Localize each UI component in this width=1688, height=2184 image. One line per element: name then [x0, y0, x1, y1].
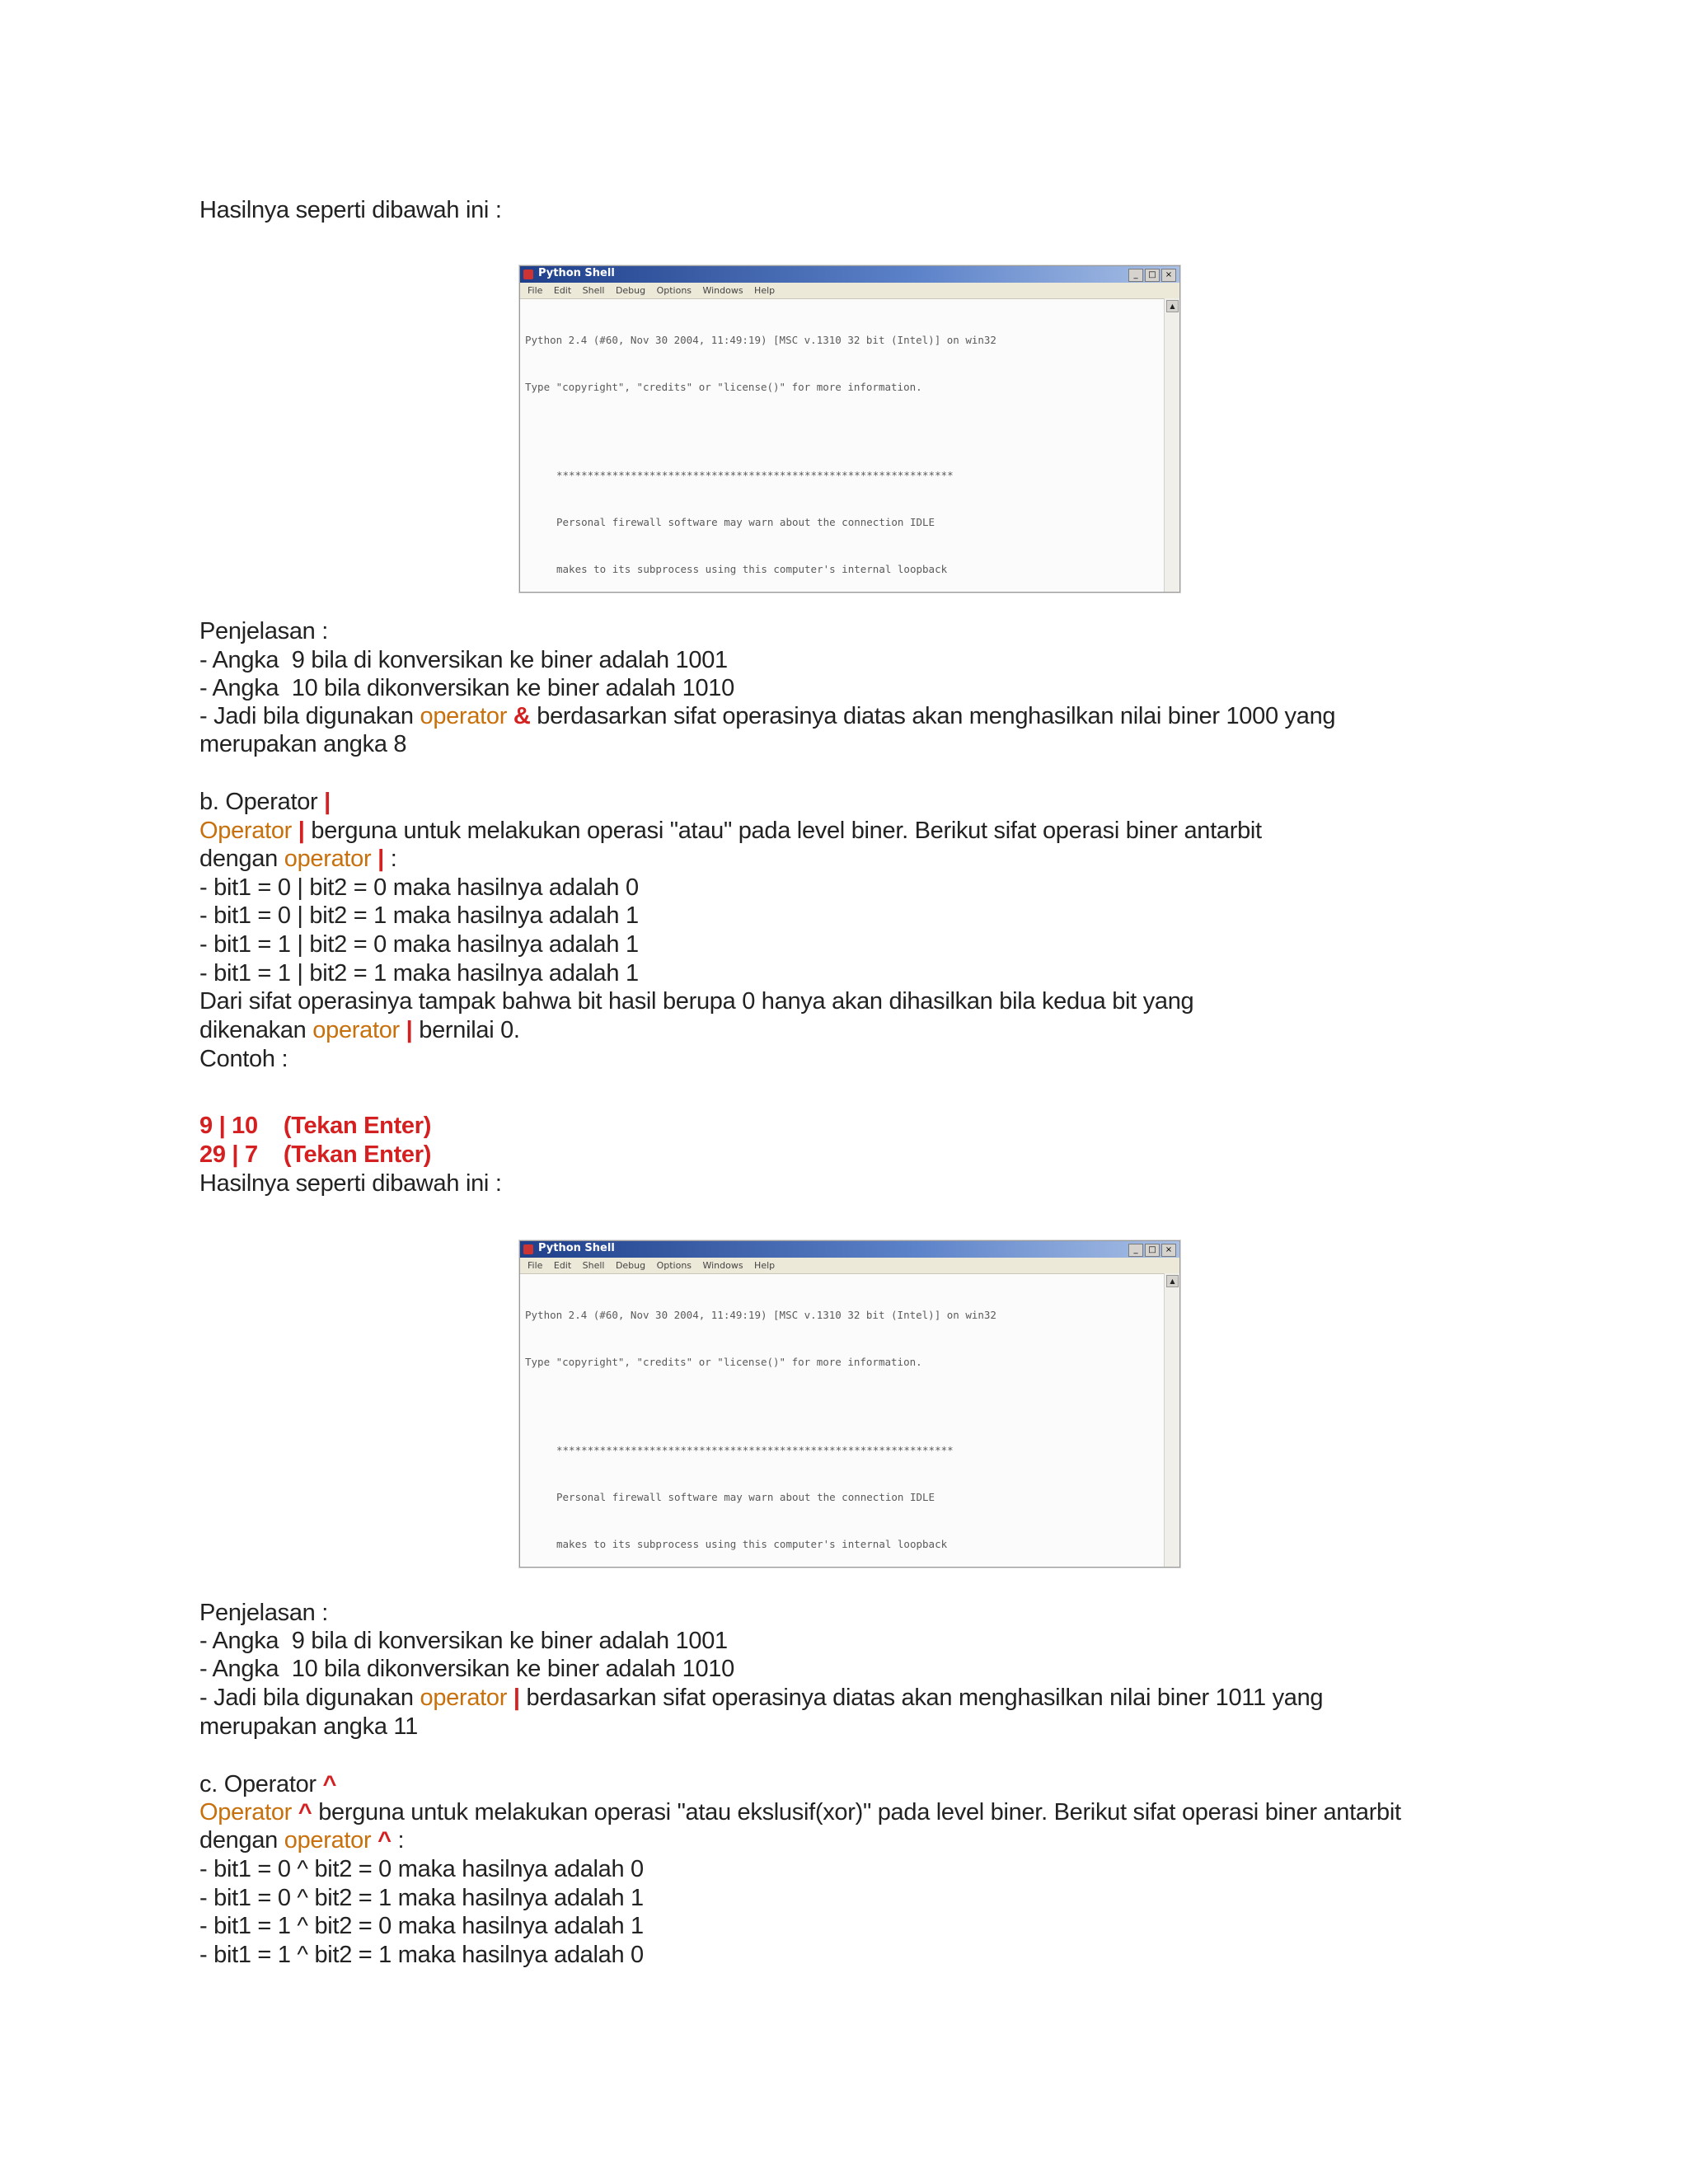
truth-rule: - bit1 = 0 ^ bit2 = 1 maka hasilnya adalah 1 — [199, 1885, 644, 1911]
shell-header-line: Type "copyright", "credits" or "license()" for more information. — [525, 1356, 922, 1368]
firewall-line: Personal firewall software may warn about the connection IDLE — [556, 516, 935, 528]
explanation-line: - Angka 10 bila dikonversikan ke biner adalah 1010 — [199, 1656, 734, 1682]
menu-debug[interactable]: Debug — [615, 285, 646, 296]
menu-windows[interactable]: Windows — [702, 1260, 743, 1271]
shell-scrollbar[interactable] — [1164, 1273, 1179, 1567]
shell-menubar — [520, 283, 1179, 299]
python-icon — [523, 1244, 533, 1254]
firewall-line: makes to its subprocess using this computer's internal loopback — [556, 1538, 948, 1550]
example-command: 29 | 7 (Tekan Enter) — [199, 1141, 432, 1168]
firewall-line: Personal firewall software may warn about the connection IDLE — [556, 1491, 935, 1503]
close-icon[interactable]: × — [1161, 269, 1176, 282]
scroll-up-icon[interactable]: ▲ — [1166, 300, 1179, 312]
scroll-up-icon[interactable]: ▲ — [1166, 1275, 1179, 1287]
intro-result-text: Hasilnya seperti dibawah ini : — [199, 197, 502, 223]
maximize-icon[interactable]: □ — [1145, 1244, 1160, 1257]
operator-keyword: Operator — [199, 818, 293, 844]
example-label: Contoh : — [199, 1046, 288, 1072]
explanation-line: - Angka 9 bila di konversikan ke biner adalah 1001 — [199, 647, 728, 673]
truth-rule: - bit1 = 1 ^ bit2 = 0 maka hasilnya adalah 1 — [199, 1913, 644, 1939]
firewall-line: makes to its subprocess using this computer's internal loopback — [556, 563, 948, 575]
explanation-line: - Jadi bila digunakan operator & berdasarkan sifat operasinya diatas akan menghasilkan nilai biner 1000 yang — [199, 703, 1336, 729]
truth-rule: - bit1 = 1 ^ bit2 = 1 maka hasilnya adalah 0 — [199, 1942, 644, 1968]
truth-rule: - bit1 = 0 | bit2 = 1 maka hasilnya adalah 1 — [199, 902, 639, 929]
firewall-stars: **************************************************************** — [556, 469, 954, 481]
minimize-icon[interactable]: _ — [1128, 269, 1143, 282]
firewall-stars: **************************************************************** — [556, 1444, 954, 1456]
operator-symbol: & — [507, 703, 531, 729]
section-b-description: Dari sifat operasinya tampak bahwa bit hasil berupa 0 hanya akan dihasilkan bila kedua bit yang — [199, 988, 1194, 1015]
menu-debug[interactable]: Debug — [615, 1260, 646, 1271]
shell-menubar — [520, 1258, 1179, 1274]
menu-help[interactable]: Help — [754, 1260, 776, 1271]
menu-options[interactable]: Options — [656, 285, 692, 296]
operator-keyword: operator — [284, 1827, 372, 1854]
operator-keyword: operator — [312, 1017, 400, 1043]
menu-file[interactable]: File — [528, 285, 543, 296]
explanation-line: merupakan angka 11 — [199, 1713, 418, 1740]
section-b-heading: b. Operator | — [199, 789, 331, 815]
shell-titlebar — [520, 266, 1179, 283]
menu-edit[interactable]: Edit — [553, 285, 572, 296]
shell-console[interactable] — [525, 1276, 1161, 1563]
shell-header-line: Python 2.4 (#60, Nov 30 2004, 11:49:19) [MSC v.1310 32 bit (Intel)] on win32 — [525, 1309, 996, 1321]
menu-edit[interactable]: Edit — [553, 1260, 572, 1271]
operator-symbol: ^ — [322, 1771, 337, 1797]
maximize-icon[interactable]: □ — [1145, 269, 1160, 282]
shell-console[interactable] — [525, 301, 1161, 588]
section-b-paragraph: dengan operator | : — [199, 846, 397, 872]
menu-help[interactable]: Help — [754, 285, 776, 296]
operator-keyword: operator — [420, 703, 508, 729]
section-c-heading: c. Operator ^ — [199, 1771, 337, 1797]
explanation-line: - Jadi bila digunakan operator | berdasarkan sifat operasinya diatas akan menghasilkan nilai biner 1011 yang — [199, 1685, 1324, 1711]
operator-symbol: | — [324, 789, 331, 815]
example-result-text: Hasilnya seperti dibawah ini : — [199, 1170, 502, 1197]
shell-title: Python Shell — [538, 267, 615, 279]
close-icon[interactable]: × — [1161, 1244, 1176, 1257]
operator-keyword: operator — [420, 1685, 508, 1711]
shell-titlebar — [520, 1241, 1179, 1258]
explanation-line: merupakan angka 8 — [199, 731, 407, 757]
explanation-line: - Angka 10 bila dikonversikan ke biner adalah 1010 — [199, 675, 734, 701]
truth-rule: - bit1 = 1 | bit2 = 0 maka hasilnya adalah 1 — [199, 931, 639, 958]
minimize-icon[interactable]: _ — [1128, 1244, 1143, 1257]
python-icon — [523, 269, 533, 279]
operator-symbol: | — [507, 1685, 520, 1711]
menu-shell[interactable]: Shell — [582, 285, 605, 296]
python-shell-screenshot-2 — [519, 1240, 1180, 1568]
menu-options[interactable]: Options — [656, 1260, 692, 1271]
menu-windows[interactable]: Windows — [702, 285, 743, 296]
shell-title: Python Shell — [538, 1242, 615, 1254]
section-c-paragraph: Operator ^ berguna untuk melakukan operasi "atau ekslusif(xor)" pada level biner. Berikut sifat operasi biner antarbit — [199, 1799, 1401, 1825]
explanation-title: Penjelasan : — [199, 618, 329, 644]
example-command: 9 | 10 (Tekan Enter) — [199, 1113, 432, 1139]
section-b-description: dikenakan operator | bernilai 0. — [199, 1017, 520, 1043]
truth-rule: - bit1 = 0 | bit2 = 0 maka hasilnya adalah 0 — [199, 874, 639, 901]
section-c-paragraph: dengan operator ^ : — [199, 1827, 405, 1854]
shell-scrollbar[interactable] — [1164, 298, 1179, 592]
operator-keyword: Operator — [199, 1799, 293, 1825]
python-shell-screenshot-1 — [519, 265, 1180, 593]
operator-keyword: operator — [284, 846, 372, 872]
truth-rule: - bit1 = 0 ^ bit2 = 0 maka hasilnya adalah 0 — [199, 1856, 644, 1882]
menu-shell[interactable]: Shell — [582, 1260, 605, 1271]
menu-file[interactable]: File — [528, 1260, 543, 1271]
shell-header-line: Python 2.4 (#60, Nov 30 2004, 11:49:19) [MSC v.1310 32 bit (Intel)] on win32 — [525, 334, 996, 346]
explanation-title: Penjelasan : — [199, 1600, 329, 1626]
shell-header-line: Type "copyright", "credits" or "license()" for more information. — [525, 381, 922, 393]
truth-rule: - bit1 = 1 | bit2 = 1 maka hasilnya adalah 1 — [199, 960, 639, 987]
section-b-paragraph: Operator | berguna untuk melakukan operasi "atau" pada level biner. Berikut sifat operasi biner antarbit — [199, 818, 1262, 844]
explanation-line: - Angka 9 bila di konversikan ke biner adalah 1001 — [199, 1628, 728, 1654]
